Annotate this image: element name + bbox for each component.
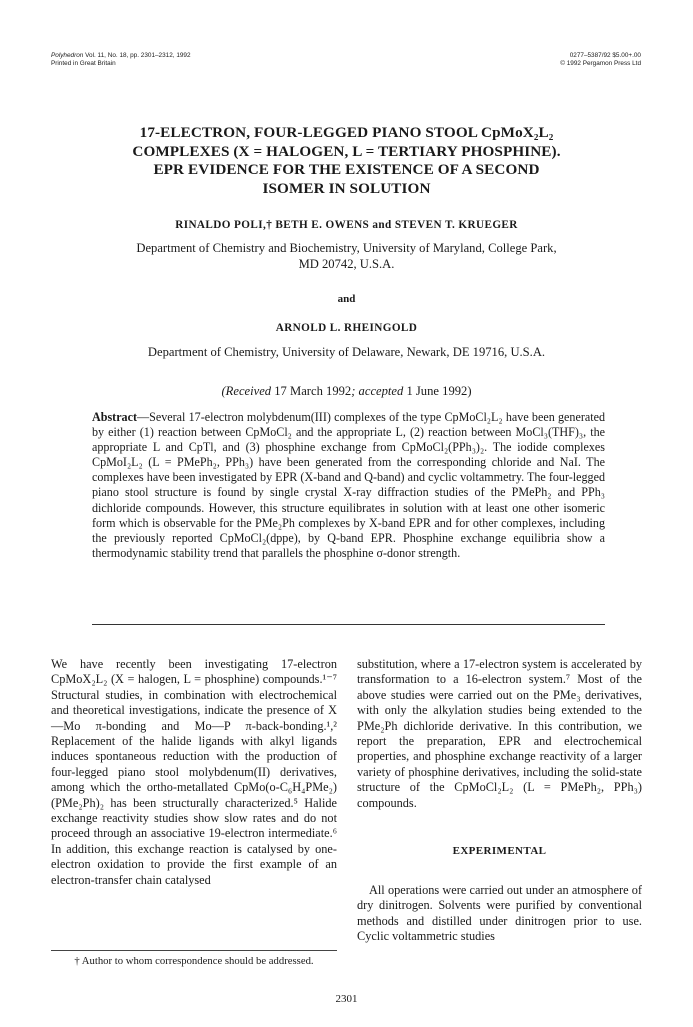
received-label: (Received [221,384,272,398]
footnote: † Author to whom correspondence should be addressed. [74,955,314,967]
accepted-year: 1992) [442,384,472,398]
body-column-right: substitution, where a 17-electron system is accelerated by transformation to a 16-electron system.⁷ Most of the above studies were carried out on the PMe₃ derivatives, with only the alkylation studies being extended to the PMe₂Ph dichloride derivative. In this contribution, we report the preparation, EPR and electrochemical properties, and phosphine exchange reactivity of a larger variety of phosphine derivatives, including the solid-state structure of the CpMoCl₂L₂ (L = PMePh₂, PPh₃) compounds. [357,657,642,810]
body-column-left: We have recently been investigating 17-electron CpMoX₂L₂ (X = halogen, L = phosphine) compounds.¹⁻⁷ Structural studies, in combination with electrochemical and theoretical investigations, indicate the presence of X—Mo π-bonding and Mo—P π-back-bonding.¹,² Replacement of the halide ligands with alkyl ligands induces spontaneous reduction with the production of four-legged piano stool molybdenum(II) derivatives, among which the ortho-metallated CpMo(o-C₆H₄PMe₂)(PMe₂Ph)₂ has been structurally characterized.⁵ Halide exchange reactivity studies show slow rates and do not proceed through an associative 19-electron intermediate.⁶ In addition, this exchange reaction is catalysed by one-electron oxidation to provide the first example of an electron-transfer chain catalysed [51,657,337,887]
abstract [92,410,605,561]
authors: RINALDO POLI,† BETH E. OWENS and STEVEN T. KRUEGER [175,219,518,231]
article-title [60,124,633,198]
abstract-text: —Several 17-electron molybdenum(III) complexes of the type CpMoCl₂L₂ have been generated by either (1) reaction between CpMoCl₂ and the appropriate L, (2) reaction between MoCl₃(THF)₃, the appropriate L and CpTl, and (3) phosphine exchange from CpMoCl₂(PPh₃)₂. The iodide complexes CpMoI₂L₂ (L = PMePh₂, PPh₃) have been generated from the corresponding chloride and NaI. The complexes have been investigated by EPR (X-band and Q-band) and cyclic voltammetry. The four-legged piano stool structure is found by single crystal X-ray diffraction studies of the PMePh₂ and PPh₃ dichloride compounds. However, this structure equilibrates in solution with at least one other isomeric form which is observable for the PMe₂Ph complexes by X-band EPR and for other complexes, including the previously reported CpMoCl₂(dppe), by Q-band EPR. Phosphine exchange equilibria show a thermodynamic stability trend that parallels the phosphine σ-donor strength. [92,410,605,560]
abstract-divider [92,624,605,625]
title-line: EPR EVIDENCE FOR THE EXISTENCE OF A SECOND [153,161,540,178]
accepted-date: 1 June [403,384,443,398]
copyright: © 1992 Pergamon Press Ltd [560,60,641,67]
second-author: ARNOLD L. RHEINGOLD [275,322,418,334]
footnote-divider [51,950,337,951]
affiliation-maryland [95,240,598,272]
issn-code: 0277–5387/92 $5.00+.00 [569,52,641,59]
journal-citation [51,52,191,60]
abstract-label: Abstract [92,410,138,424]
received-year: 1992 [326,384,352,398]
journal-volume: Vol. 11, No. 18, pp. 2301–2312, 1992 [83,52,191,59]
page-number: 2301 [335,993,358,1005]
title-line: 17-ELECTRON, FOUR-LEGGED PIANO STOOL CpMoX₂L₂ [139,124,554,141]
journal-header-right [560,52,641,68]
accepted-label: ; accepted [351,384,404,398]
affiliation-delaware: Department of Chemistry, University of Delaware, Newark, DE 19716, U.S.A. [147,345,546,359]
printed-in: Printed in Great Britain [51,60,116,67]
received-dates [60,384,633,399]
section-heading-experimental: EXPERIMENTAL [452,845,547,857]
received-date: 17 March [271,384,327,398]
and-separator: and [337,293,356,305]
title-line: ISOMER IN SOLUTION [262,179,431,197]
experimental-paragraph: All operations were carried out under an atmosphere of dry dinitrogen. Solvents were purified by conventional methods and distilled under dinitrogen prior to use. Cyclic voltammetric studies [357,883,642,944]
title-line: COMPLEXES (X = HALOGEN, L = TERTIARY PHOSPHINE). [132,142,561,160]
affiliation-line: MD 20742, U.S.A. [298,257,395,271]
journal-name: Polyhedron [51,52,84,59]
journal-header-left [51,52,191,68]
affiliation-line: Department of Chemistry and Biochemistry, University of Maryland, College Park, [136,241,557,255]
